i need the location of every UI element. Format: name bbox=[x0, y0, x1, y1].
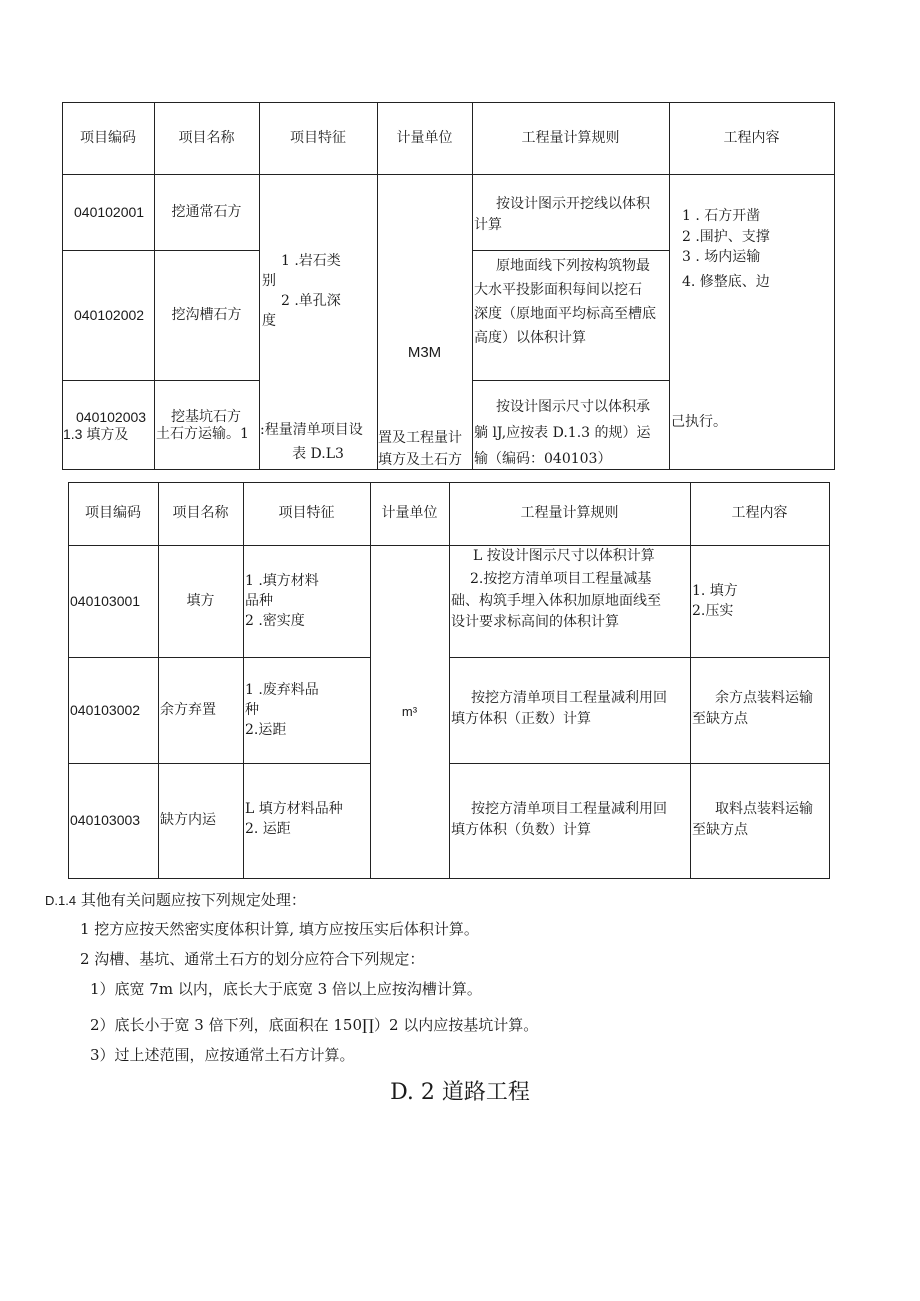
t1-header-rule: 工程量计算规则 bbox=[521, 130, 620, 146]
t1-content-line3: 3 . 场内运输 bbox=[682, 249, 761, 265]
t1-feature-bottom-line2: 表 D.L3 bbox=[292, 446, 344, 462]
t1-header-content: 工程内容 bbox=[723, 130, 780, 146]
t1-row2-rule-line2: 大水平投影面积每间以挖石 bbox=[474, 282, 642, 298]
t2-row3-content-line1: 取料点装料运输 bbox=[715, 801, 813, 817]
t1-row2-rule-line4: 高度）以体积计算 bbox=[474, 330, 586, 346]
note-item-2-3: 3）过上述范围，应按通常土石方计算。 bbox=[90, 1046, 355, 1064]
t2-header-unit: 计量单位 bbox=[381, 505, 438, 521]
t1-unit-bottom-line2: 填方及土石方 bbox=[378, 452, 462, 468]
t1-content-line4: 4. 修整底、边 bbox=[682, 274, 770, 290]
t1-row1-rule-line2: 计算 bbox=[474, 217, 502, 233]
t2-row2-feature-line3: 2.运距 bbox=[245, 722, 287, 738]
t1-content-line2: 2 .围护、支撑 bbox=[682, 229, 770, 245]
t2-row2-content-line1: 余方点装料运输 bbox=[715, 690, 813, 706]
t2-row2-rule-line1: 按挖方清单项目工程量减利用回 bbox=[471, 690, 667, 706]
t2-row3-code: 040103003 bbox=[70, 812, 141, 828]
t1-row1-rule-line1: 按设计图示开挖线以体积 bbox=[496, 196, 650, 212]
t2-row1-feature-line2: 品种 bbox=[245, 593, 273, 609]
t2-row3-content-line2: 至缺方点 bbox=[692, 822, 748, 838]
t1-row1-name: 挖通常石方 bbox=[171, 204, 242, 220]
t2-row3-feature-line1: L 填方材料品种 bbox=[245, 801, 343, 817]
t1-feature-line2: 别 bbox=[262, 273, 276, 289]
t2-row2-rule-line2: 填方体积（正数）计算 bbox=[451, 711, 591, 727]
t1-row3-rule-line1: 按设计图示尺寸以体积承 bbox=[496, 399, 650, 415]
t2-row1-feature-line1: 1 .填方材料 bbox=[245, 573, 319, 589]
t1-content-bottom: 己执行。 bbox=[671, 414, 727, 430]
t1-feature-line1: 1 .岩石类 bbox=[281, 253, 341, 269]
t2-header-name: 项目名称 bbox=[172, 505, 229, 521]
t1-feature-line4: 度 bbox=[262, 313, 276, 329]
t2-row1-code: 040103001 bbox=[70, 593, 141, 609]
note-d14 bbox=[45, 889, 306, 912]
t2-row3-rule-line1: 按挖方清单项目工程量减利用回 bbox=[471, 801, 667, 817]
t1-row3-rule-line2: 躺 lJ,应按表 D.1.3 的规）运 bbox=[474, 425, 651, 441]
t1-row2-rule-line1: 原地面线下列按构筑物最 bbox=[496, 258, 650, 274]
t2-row2-feature-line2: 种 bbox=[245, 702, 259, 718]
t2-row1-rule-line2: 2.按挖方清单项目工程量减基 bbox=[470, 571, 652, 587]
t1-unit: M3M bbox=[407, 344, 442, 361]
t1-header-code: 项目编码 bbox=[80, 130, 136, 146]
t2-header-content: 工程内容 bbox=[731, 505, 788, 521]
t2-row1-feature-line3: 2 .密实度 bbox=[245, 613, 305, 629]
t2-row2-code: 040103002 bbox=[70, 702, 141, 718]
t2-unit: m³ bbox=[401, 704, 418, 719]
t2-row1-rule-line3: 础、构筑手埋入体积加原地面线至 bbox=[451, 593, 661, 609]
t1-header-unit: 计量单位 bbox=[396, 130, 453, 146]
note-item-2-2: 2）底长小于宽 3 倍下列，底面积在 150∏）2 以内应按基坑计算。 bbox=[90, 1016, 539, 1034]
t2-header-rule: 工程量计算规则 bbox=[520, 505, 619, 521]
t1-feature-line3: 2 .单孔深 bbox=[281, 293, 341, 309]
t2-row3-feature-line2: 2. 运距 bbox=[245, 821, 291, 837]
t2-header-features: 项目特征 bbox=[278, 505, 335, 521]
t1-overlap-name: 土石方运输。1 bbox=[156, 426, 249, 442]
t1-header-features: 项目特征 bbox=[290, 130, 346, 146]
t2-row1-content-line2: 2.压实 bbox=[692, 603, 734, 619]
t1-row2-code: 040102002 bbox=[74, 307, 145, 323]
t1-header-name: 项目名称 bbox=[178, 130, 235, 146]
t2-row1-rule-line1: L 按设计图示尺寸以体积计算 bbox=[473, 548, 655, 564]
t1-row1-code: 040102001 bbox=[74, 204, 145, 220]
t2-row3-name: 缺方内运 bbox=[160, 812, 216, 828]
t1-unit-bottom-line1: 置及工程量计 bbox=[378, 430, 462, 446]
t1-overlap-code: 1.3 填方及 bbox=[63, 426, 129, 442]
t2-row1-rule-line4: 设计要求标高间的体积计算 bbox=[451, 614, 619, 630]
t2-row2-content-line2: 至缺方点 bbox=[692, 711, 748, 727]
note-d14-text: 其他有关问题应按下列规定处理： bbox=[80, 891, 306, 909]
t2-row2-feature-line1: 1 .废弃料品 bbox=[245, 682, 319, 698]
t1-content-line1: 1 . 石方开凿 bbox=[682, 208, 761, 224]
t2-row3-rule-line2: 填方体积（负数）计算 bbox=[451, 822, 591, 838]
note-item-1: 1 挖方应按天然密实度体积计算, 填方应按压实后体积计算。 bbox=[80, 920, 479, 938]
t1-row3-code: 040102003 bbox=[76, 409, 147, 425]
t1-row3-name: 挖基坑石方 bbox=[171, 409, 241, 425]
t2-row2-name: 余方弃置 bbox=[160, 702, 216, 718]
t1-row3-rule-line3: 输（编码：040103） bbox=[474, 451, 612, 467]
t2-row1-name: 填方 bbox=[186, 593, 215, 609]
note-item-2: 2 沟槽、基坑、通常土石方的划分应符合下列规定： bbox=[80, 950, 425, 968]
t1-row2-rule-line3: 深度（原地面平均标高至槽底 bbox=[474, 306, 656, 322]
note-item-2-1: 1）底宽 7m 以内，底长大于底宽 3 倍以上应按沟槽计算。 bbox=[90, 980, 482, 998]
t2-row1-content-line1: 1. 填方 bbox=[692, 583, 738, 599]
t1-feature-bottom-line1: :程量清单项目设 bbox=[260, 422, 363, 438]
t1-row2-name: 挖沟槽石方 bbox=[171, 307, 242, 323]
note-d14-prefix: D.1.4 bbox=[45, 893, 77, 908]
section-title: D. 2 道路工程 bbox=[390, 1080, 530, 1105]
t2-header-code: 项目编码 bbox=[85, 505, 141, 521]
